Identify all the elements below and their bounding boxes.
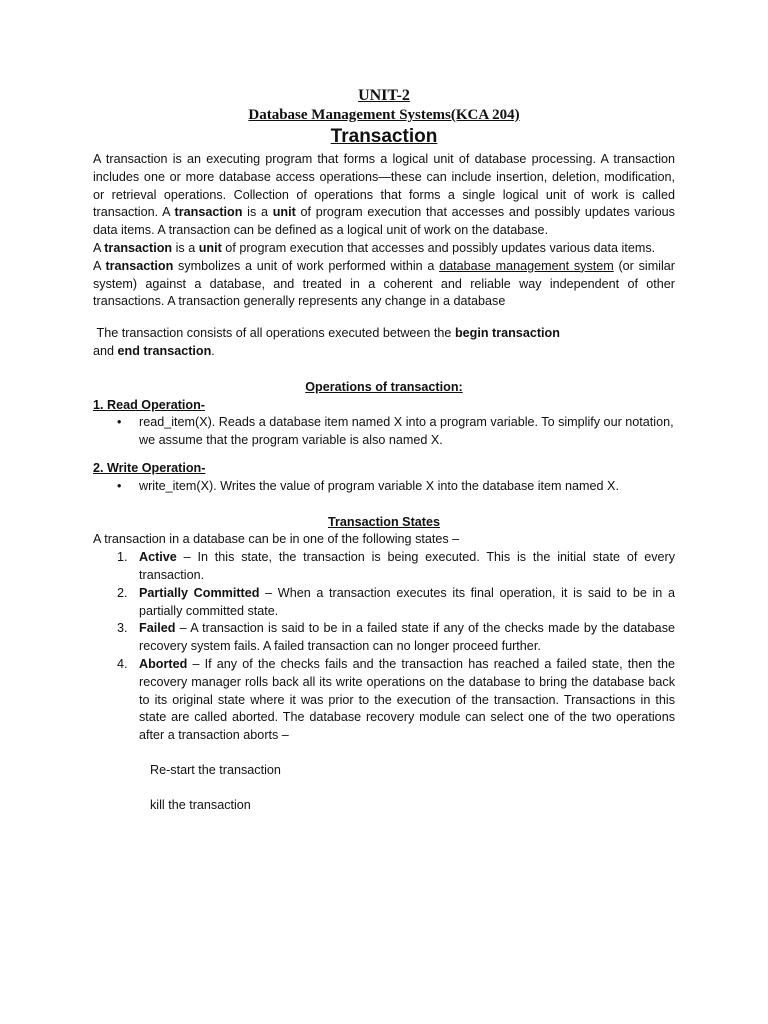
list-item: • read_item(X). Reads a database item named X into a program variable. To simplify our notation, we assume that the program variable is also named X. — [139, 414, 675, 450]
states-heading: Transaction States — [328, 514, 440, 529]
intro-paragraph-1: A transaction is an executing program that forms a logical unit of database processing. A transaction includes one or more database access operations—these can include insertion, deletion, modification, or retrieval operations. Collection of operations that forms a single logical unit of work is called transaction. A transaction is a unit of program execution that accesses and possibly updates various data items. A transaction can be defined as a logical unit of work on the database. — [93, 152, 675, 238]
write-operation-heading: 2. Write Operation- — [93, 460, 206, 475]
consists-paragraph: The transaction consists of all operations executed between the begin transaction and end transaction. — [93, 326, 560, 358]
option-kill: kill the transaction — [150, 797, 251, 812]
states-intro: A transaction in a database can be in one of the following states – — [93, 532, 460, 547]
operations-heading: Operations of transaction: — [305, 379, 463, 394]
states-list — [93, 549, 675, 745]
intro-paragraph-2: A transaction is a unit of program execution that accesses and possibly updates various data items. — [93, 240, 656, 255]
document-page — [93, 86, 675, 815]
state-item-partially-committed: 2. Partially Committed – When a transaction executes its final operation, it is said to be in a partially committed state. — [117, 585, 675, 618]
list-item: • write_item(X). Writes the value of program variable X into the database item named X. — [139, 478, 675, 496]
state-item-failed: 3. Failed – A transaction is said to be in a failed state if any of the checks made by the database recovery system fails. A failed transaction can no longer proceed further. — [117, 621, 675, 654]
page-title: Transaction — [330, 126, 438, 147]
intro-paragraph-3: A transaction symbolizes a unit of work performed within a database management system (or similar system) against a database, and treated in a coherent and reliable way independent of other transactions. A transaction generally represents any change in a database — [93, 258, 675, 309]
state-item-active: 1. Active – In this state, the transaction is being executed. This is the initial state of every transaction. — [117, 550, 675, 582]
read-operation-list — [93, 414, 675, 450]
write-operation-list — [93, 478, 675, 496]
dbms-link[interactable]: database management system — [439, 258, 614, 273]
unit-heading: UNIT-2 — [358, 87, 410, 104]
state-item-aborted: 4. Aborted – If any of the checks fails and the transaction has reached a failed state, then the recovery manager rolls back all its write operations on the database to bring the database back to its original state where it was prior to the execution of the transaction. Transactions in this state are called aborted. The database recovery module can select one of the two operations after a transaction aborts – — [117, 656, 675, 743]
read-operation-heading: 1. Read Operation- — [93, 397, 205, 412]
option-restart: Re-start the transaction — [150, 762, 281, 777]
course-heading: Database Management Systems(KCA 204) — [248, 107, 520, 123]
